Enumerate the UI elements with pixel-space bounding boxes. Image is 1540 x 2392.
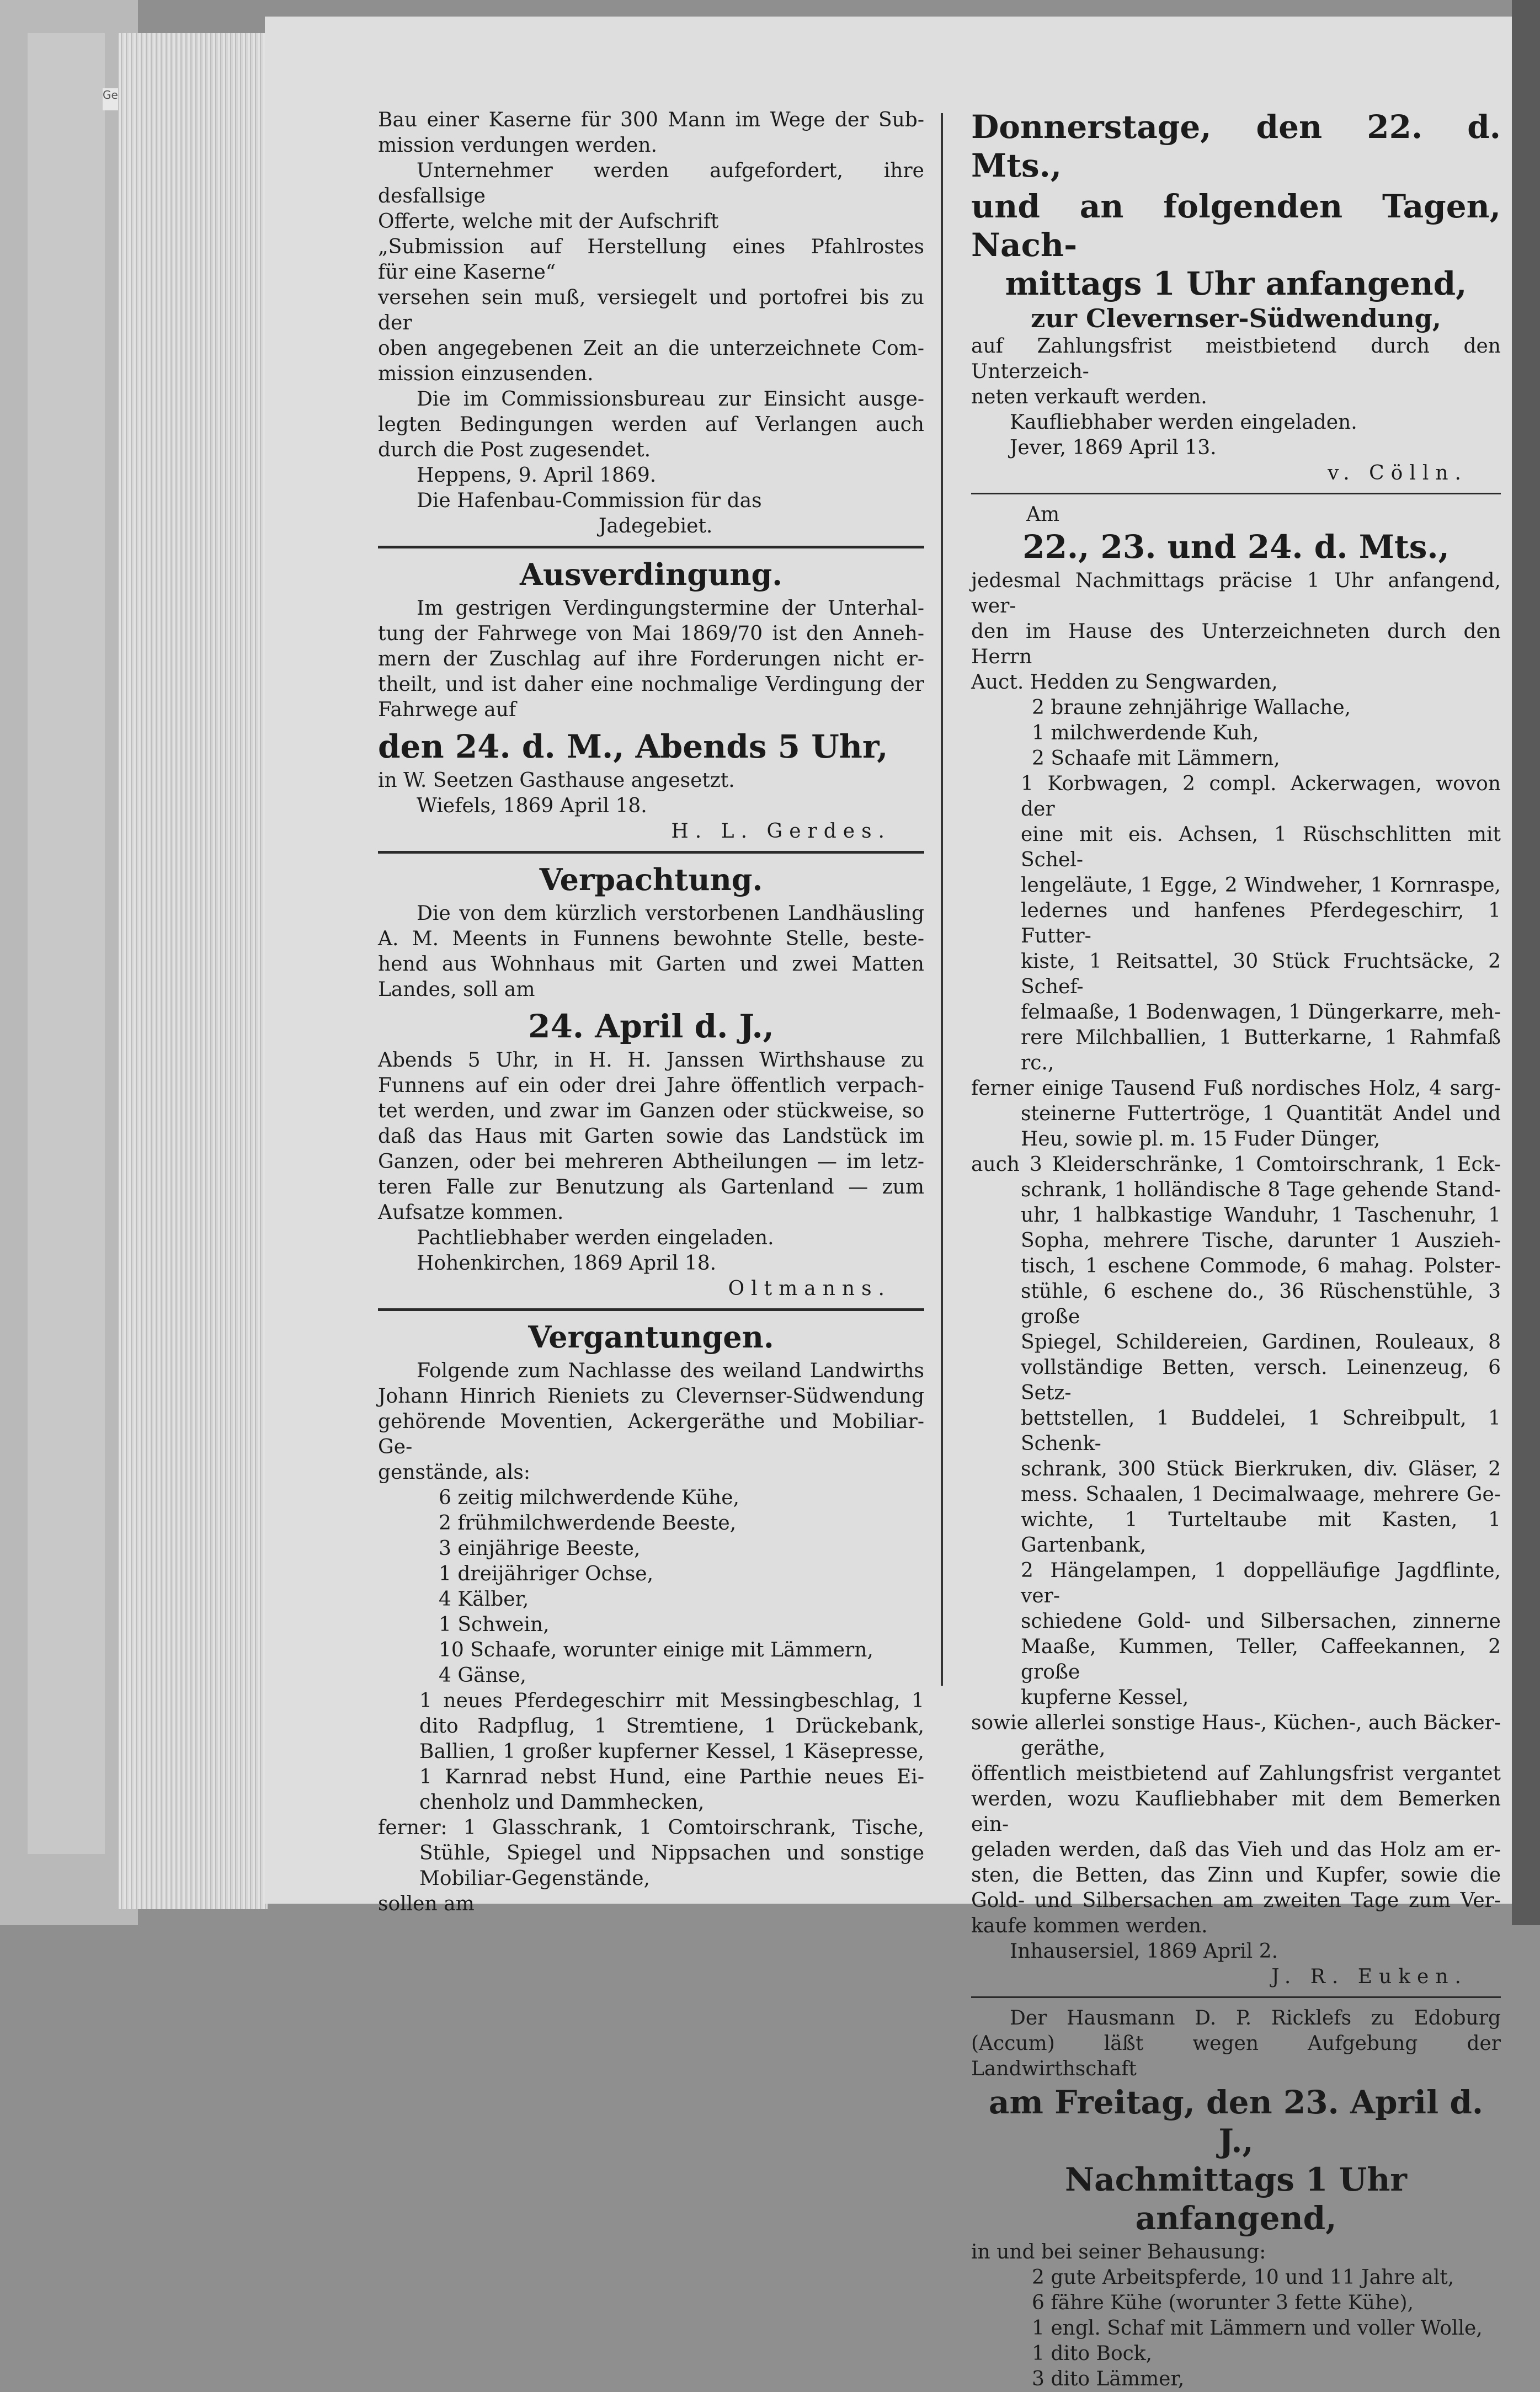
text-line: theilt, und ist daher eine nochmalige Verdingung der (378, 673, 924, 696)
text-line: Maaße, Kummen, Teller, Caffeekannen, 2 große (1021, 1635, 1501, 1684)
right-shadow (1512, 0, 1540, 1925)
inhausersiel-notice (971, 502, 1501, 1990)
list-item: 3 einjährige Beeste, (439, 1537, 641, 1560)
list-item: 2 Schaafe mit Lämmern, (1032, 747, 1280, 770)
text-line: A. M. Meents in Funnens bewohnte Stelle, beste- (378, 928, 924, 950)
text-line: Auct. Hedden zu Sengwarden, (971, 671, 1278, 694)
notice-date: Inhausersiel, 1869 April 2. (1010, 1940, 1278, 1963)
text-line: Fahrwege auf (378, 699, 516, 721)
left-page-paper (28, 33, 105, 1854)
text-line: Ballien, 1 großer kupferner Kessel, 1 Käsepresse, (419, 1740, 924, 1763)
notice-signature: Jadegebiet. (599, 515, 713, 537)
text-line: ferner einige Tausend Fuß nordisches Holz, 4 sarg- (971, 1077, 1501, 1100)
list-item: 10 Schaafe, worunter einige mit Lämmern, (439, 1639, 873, 1661)
text-line: tisch, 1 eschene Commode, 6 mahag. Polster- (1021, 1255, 1501, 1277)
list-item: 2 gute Arbeitspferde, 10 und 11 Jahre alt, (1032, 2266, 1454, 2289)
text-line: geladen werden, daß das Vieh und das Holz am er- (971, 1839, 1501, 1861)
notice-date: Wiefels, 1869 April 18. (417, 795, 647, 817)
text-line: Aufsatze kommen. (378, 1201, 564, 1224)
text-line: Die im Commissionsbureau zur Einsicht ausge- (417, 388, 924, 411)
section-heading: Ausverdingung. (519, 557, 783, 592)
section-heading: Vergantungen. (528, 1319, 774, 1355)
text-line: sowie allerlei sonstige Haus-, Küchen-, auch Bäcker- (971, 1712, 1501, 1734)
text-line: tung der Fahrwege von Mai 1869/70 ist den Anneh- (378, 622, 924, 645)
text-line: Offerte, welche mit der Aufschrift (378, 210, 719, 233)
text-line: rere Milchballien, 1 Butterkarne, 1 Rahmfaß rc., (1021, 1026, 1501, 1074)
text-line: 1 Karnrad nebst Hund, eine Parthie neues Ei- (419, 1766, 924, 1788)
notice-date: Hohenkirchen, 1869 April 18. (417, 1252, 717, 1275)
page-stack-edges (119, 33, 268, 1909)
section-rule (971, 1996, 1501, 1998)
text-line: bettstellen, 1 Buddelei, 1 Schreibpult, 1 Schenk- (1021, 1407, 1501, 1455)
text-line: Landes, soll am (378, 978, 535, 1001)
list-item: 2 frühmilchwerdende Beeste, (439, 1512, 737, 1535)
text-line: vollständige Betten, versch. Leinenzeug, 6 Setz- (1021, 1356, 1501, 1404)
date-headline: am Freitag, den 23. April d. J., (988, 2084, 1484, 2160)
text-line: 1 neues Pferdegeschirr mit Messingbeschlag, 1 (419, 1690, 924, 1712)
text-line: Pachtliebhaber werden eingeladen. (417, 1227, 774, 1249)
list-item: 3 dito Lämmer, (1032, 2368, 1185, 2390)
text-line: sollen am (378, 1893, 475, 1915)
text-line: oben angegebenen Zeit an die unterzeichnete Com- (378, 337, 924, 360)
text-line: werden, wozu Kaufliebhaber mit dem Bemerken ein- (971, 1788, 1501, 1836)
text-line: Sopha, mehrere Tische, darunter 1 Auszieh- (1021, 1229, 1501, 1252)
section-heading: Verpachtung. (539, 862, 763, 897)
text-line: versehen sein muß, versiegelt und portofrei bis zu der (378, 286, 924, 334)
date-headline: und an folgenden Tagen, Nach- (971, 188, 1501, 264)
section-rule (378, 546, 924, 548)
vergantungen-notice (378, 1319, 924, 1917)
notice-signature: Die Hafenbau-Commission für das (417, 489, 762, 512)
list-item: 6 fähre Kühe (worunter 3 fette Kühe), (1032, 2292, 1414, 2314)
left-page-edge (0, 0, 138, 1925)
text-line: eine mit eis. Achsen, 1 Rüschschlitten mit Schel- (1021, 823, 1501, 871)
text-line: öffentlich meistbietend auf Zahlungsfrist vergantet (971, 1762, 1501, 1785)
text-line: in W. Seetzen Gasthause angesetzt. (378, 769, 735, 792)
text-line: chenholz und Dammhecken, (419, 1791, 705, 1814)
text-line: Kaufliebhaber werden eingeladen. (1010, 411, 1357, 434)
text-line: genstände, als: (378, 1461, 530, 1484)
date-headline: den 24. d. M., Abends 5 Uhr, (378, 728, 888, 765)
notice-date: Heppens, 9. April 1869. (417, 464, 657, 487)
text-line: Die von dem kürzlich verstorbenen Landhäusling (417, 902, 924, 925)
text-line: 1 Korbwagen, 2 compl. Ackerwagen, wovon der (1021, 773, 1501, 821)
text-line: durch die Post zugesendet. (378, 439, 651, 461)
text-line: Am (1026, 503, 1060, 526)
text-line: felmaaße, 1 Bodenwagen, 1 Düngerkarre, meh- (1021, 1001, 1501, 1024)
date-headline: mittags 1 Uhr anfangend, (1005, 265, 1467, 302)
date-headline: 24. April d. J., (528, 1008, 774, 1045)
text-line: ferner: 1 Glasschrank, 1 Comtoirschrank, Tische, (378, 1816, 924, 1839)
intro-notice (378, 108, 924, 539)
text-line: mess. Schaalen, 1 Decimalwaage, mehrere Ge- (1021, 1483, 1501, 1506)
text-line: Stühle, Spiegel und Nippsachen und sonstige (419, 1842, 924, 1864)
column-divider (941, 113, 943, 1686)
ricklefs-notice (971, 2006, 1501, 2392)
text-line: Im gestrigen Verdingungstermine der Unterhal- (417, 597, 924, 620)
ausverdingung-notice (378, 556, 924, 844)
right-column (971, 108, 1501, 2392)
text-line: für eine Kaserne“ (378, 261, 556, 284)
text-line: Unternehmer werden aufgefordert, ihre desfallsige (378, 159, 924, 207)
text-line: kaufe kommen werden. (971, 1915, 1208, 1937)
clevernser-notice (971, 108, 1501, 486)
text-line: Folgende zum Nachlasse des weiland Landwirths (417, 1360, 924, 1382)
date-headline: Nachmittags 1 Uhr anfangend, (1065, 2161, 1407, 2237)
text-line: stühle, 6 eschene do., 36 Rüschenstühle, 3 große (1021, 1280, 1501, 1328)
text-line: dito Radpflug, 1 Stremtiene, 1 Drückebank, (419, 1715, 924, 1738)
list-item: 1 dreijähriger Ochse, (439, 1563, 654, 1585)
text-line: jedesmal Nachmittags präcise 1 Uhr anfangend, wer- (971, 569, 1501, 617)
text-line: schiedene Gold- und Silbersachen, zinnerne (1021, 1610, 1501, 1633)
text-line: Bau einer Kaserne für 300 Mann im Wege der Sub- (378, 109, 924, 131)
list-item: 2 braune zehnjährige Wallache, (1032, 696, 1351, 719)
list-item: 1 milchwerdende Kuh, (1032, 722, 1259, 744)
text-line: „Submission auf Herstellung eines Pfahlrostes (378, 236, 924, 258)
text-line: kupferne Kessel, (1021, 1686, 1189, 1709)
text-line: den im Hause des Unterzeichneten durch den Herrn (971, 620, 1501, 668)
text-line: (Accum) läßt wegen Aufgebung der Landwirthschaft (971, 2032, 1501, 2080)
text-line: auch 3 Kleiderschränke, 1 Comtoirschrank, 1 Eck- (971, 1153, 1501, 1176)
text-line: mern der Zuschlag auf ihre Forderungen nicht er- (378, 648, 924, 670)
text-line: tet werden, und zwar im Ganzen oder stückweise, so (378, 1100, 924, 1122)
text-line: daß das Haus mit Garten sowie das Landstück im (378, 1125, 924, 1148)
list-item: 1 dito Bock, (1032, 2342, 1153, 2365)
section-rule (378, 1308, 924, 1311)
notice-date: Jever, 1869 April 13. (1010, 436, 1217, 459)
text-line: ledernes und hanfenes Pferdegeschirr, 1 Futter- (1021, 899, 1501, 947)
text-line: Ganzen, oder bei mehreren Abtheilungen — im letz- (378, 1150, 924, 1173)
text-line: mission verdungen werden. (378, 134, 657, 157)
section-rule (378, 851, 924, 854)
text-line: geräthe, (1021, 1737, 1106, 1760)
text-line: mission einzusenden. (378, 363, 594, 385)
text-line: Mobiliar-Gegenstände, (419, 1867, 650, 1890)
notice-signature: H. L. Gerdes. (671, 820, 891, 843)
text-line: steinerne Futtertröge, 1 Quantität Andel und (1021, 1102, 1501, 1125)
margin-tag: Ge (103, 88, 118, 110)
text-line: auf Zahlungsfrist meistbietend durch den Unterzeich- (971, 335, 1501, 383)
notice-signature: v. Cölln. (1328, 462, 1468, 484)
text-line: sten, die Betten, das Zinn und Kupfer, sowie die (971, 1864, 1501, 1887)
text-line: teren Falle zur Benutzung als Gartenland — zum (378, 1176, 924, 1198)
text-line: Heu, sowie pl. m. 15 Fuder Dünger, (1021, 1128, 1381, 1150)
notice-signature: Oltmanns. (728, 1277, 891, 1300)
text-line: legten Bedingungen werden auf Verlangen auch (378, 413, 924, 436)
verpachtung-notice (378, 861, 924, 1302)
text-line: Johann Hinrich Rieniets zu Clevernser-Südwendung (378, 1385, 924, 1408)
date-headline: Donnerstage, den 22. d. Mts., (971, 108, 1501, 184)
list-item: 6 zeitig milchwerdende Kühe, (439, 1487, 739, 1509)
place-headline: zur Clevernser-Südwendung, (1031, 303, 1441, 333)
notice-signature: J. R. Euken. (1271, 1965, 1468, 1988)
text-line: gehörende Moventien, Ackergeräthe und Mobiliar-Ge- (378, 1410, 924, 1458)
date-headline: 22., 23. und 24. d. Mts., (1022, 528, 1450, 566)
list-item: 4 Gänse, (439, 1664, 526, 1687)
text-line: Der Hausmann D. P. Ricklefs zu Edoburg (1010, 2007, 1501, 2029)
text-line: schrank, 300 Stück Bierkruken, div. Gläser, 2 (1021, 1458, 1501, 1480)
left-column (378, 108, 924, 1917)
text-line: lengeläute, 1 Egge, 2 Windweher, 1 Kornraspe, (1021, 874, 1501, 897)
list-item: 1 Schwein, (439, 1613, 550, 1636)
text-line: Spiegel, Schildereien, Gardinen, Rouleaux, 8 (1021, 1331, 1501, 1354)
text-line: neten verkauft werden. (971, 386, 1207, 408)
list-item: 1 engl. Schaf mit Lämmern und voller Wolle, (1032, 2317, 1483, 2340)
text-line: in und bei seiner Behausung: (971, 2241, 1266, 2263)
text-line: uhr, 1 halbkastige Wanduhr, 1 Taschenuhr, 1 (1021, 1204, 1501, 1227)
text-line: hend aus Wohnhaus mit Garten und zwei Matten (378, 953, 924, 976)
section-rule (971, 493, 1501, 494)
text-line: 2 Hängelampen, 1 doppelläufige Jagdflinte, ver- (1021, 1559, 1501, 1607)
list-item: 4 Kälber, (439, 1588, 529, 1611)
text-line: kiste, 1 Reitsattel, 30 Stück Fruchtsäcke, 2 Schef- (1021, 950, 1501, 998)
text-line: Abends 5 Uhr, in H. H. Janssen Wirthshause zu (378, 1049, 924, 1072)
text-line: schrank, 1 holländische 8 Tage gehende Stand- (1021, 1179, 1501, 1201)
text-line: Gold- und Silbersachen am zweiten Tage zum Ver- (971, 1889, 1501, 1912)
text-line: wichte, 1 Turteltaube mit Kasten, 1 Gartenbank, (1021, 1509, 1501, 1557)
text-line: Funnens auf ein oder drei Jahre öffentlich verpach- (378, 1074, 924, 1097)
